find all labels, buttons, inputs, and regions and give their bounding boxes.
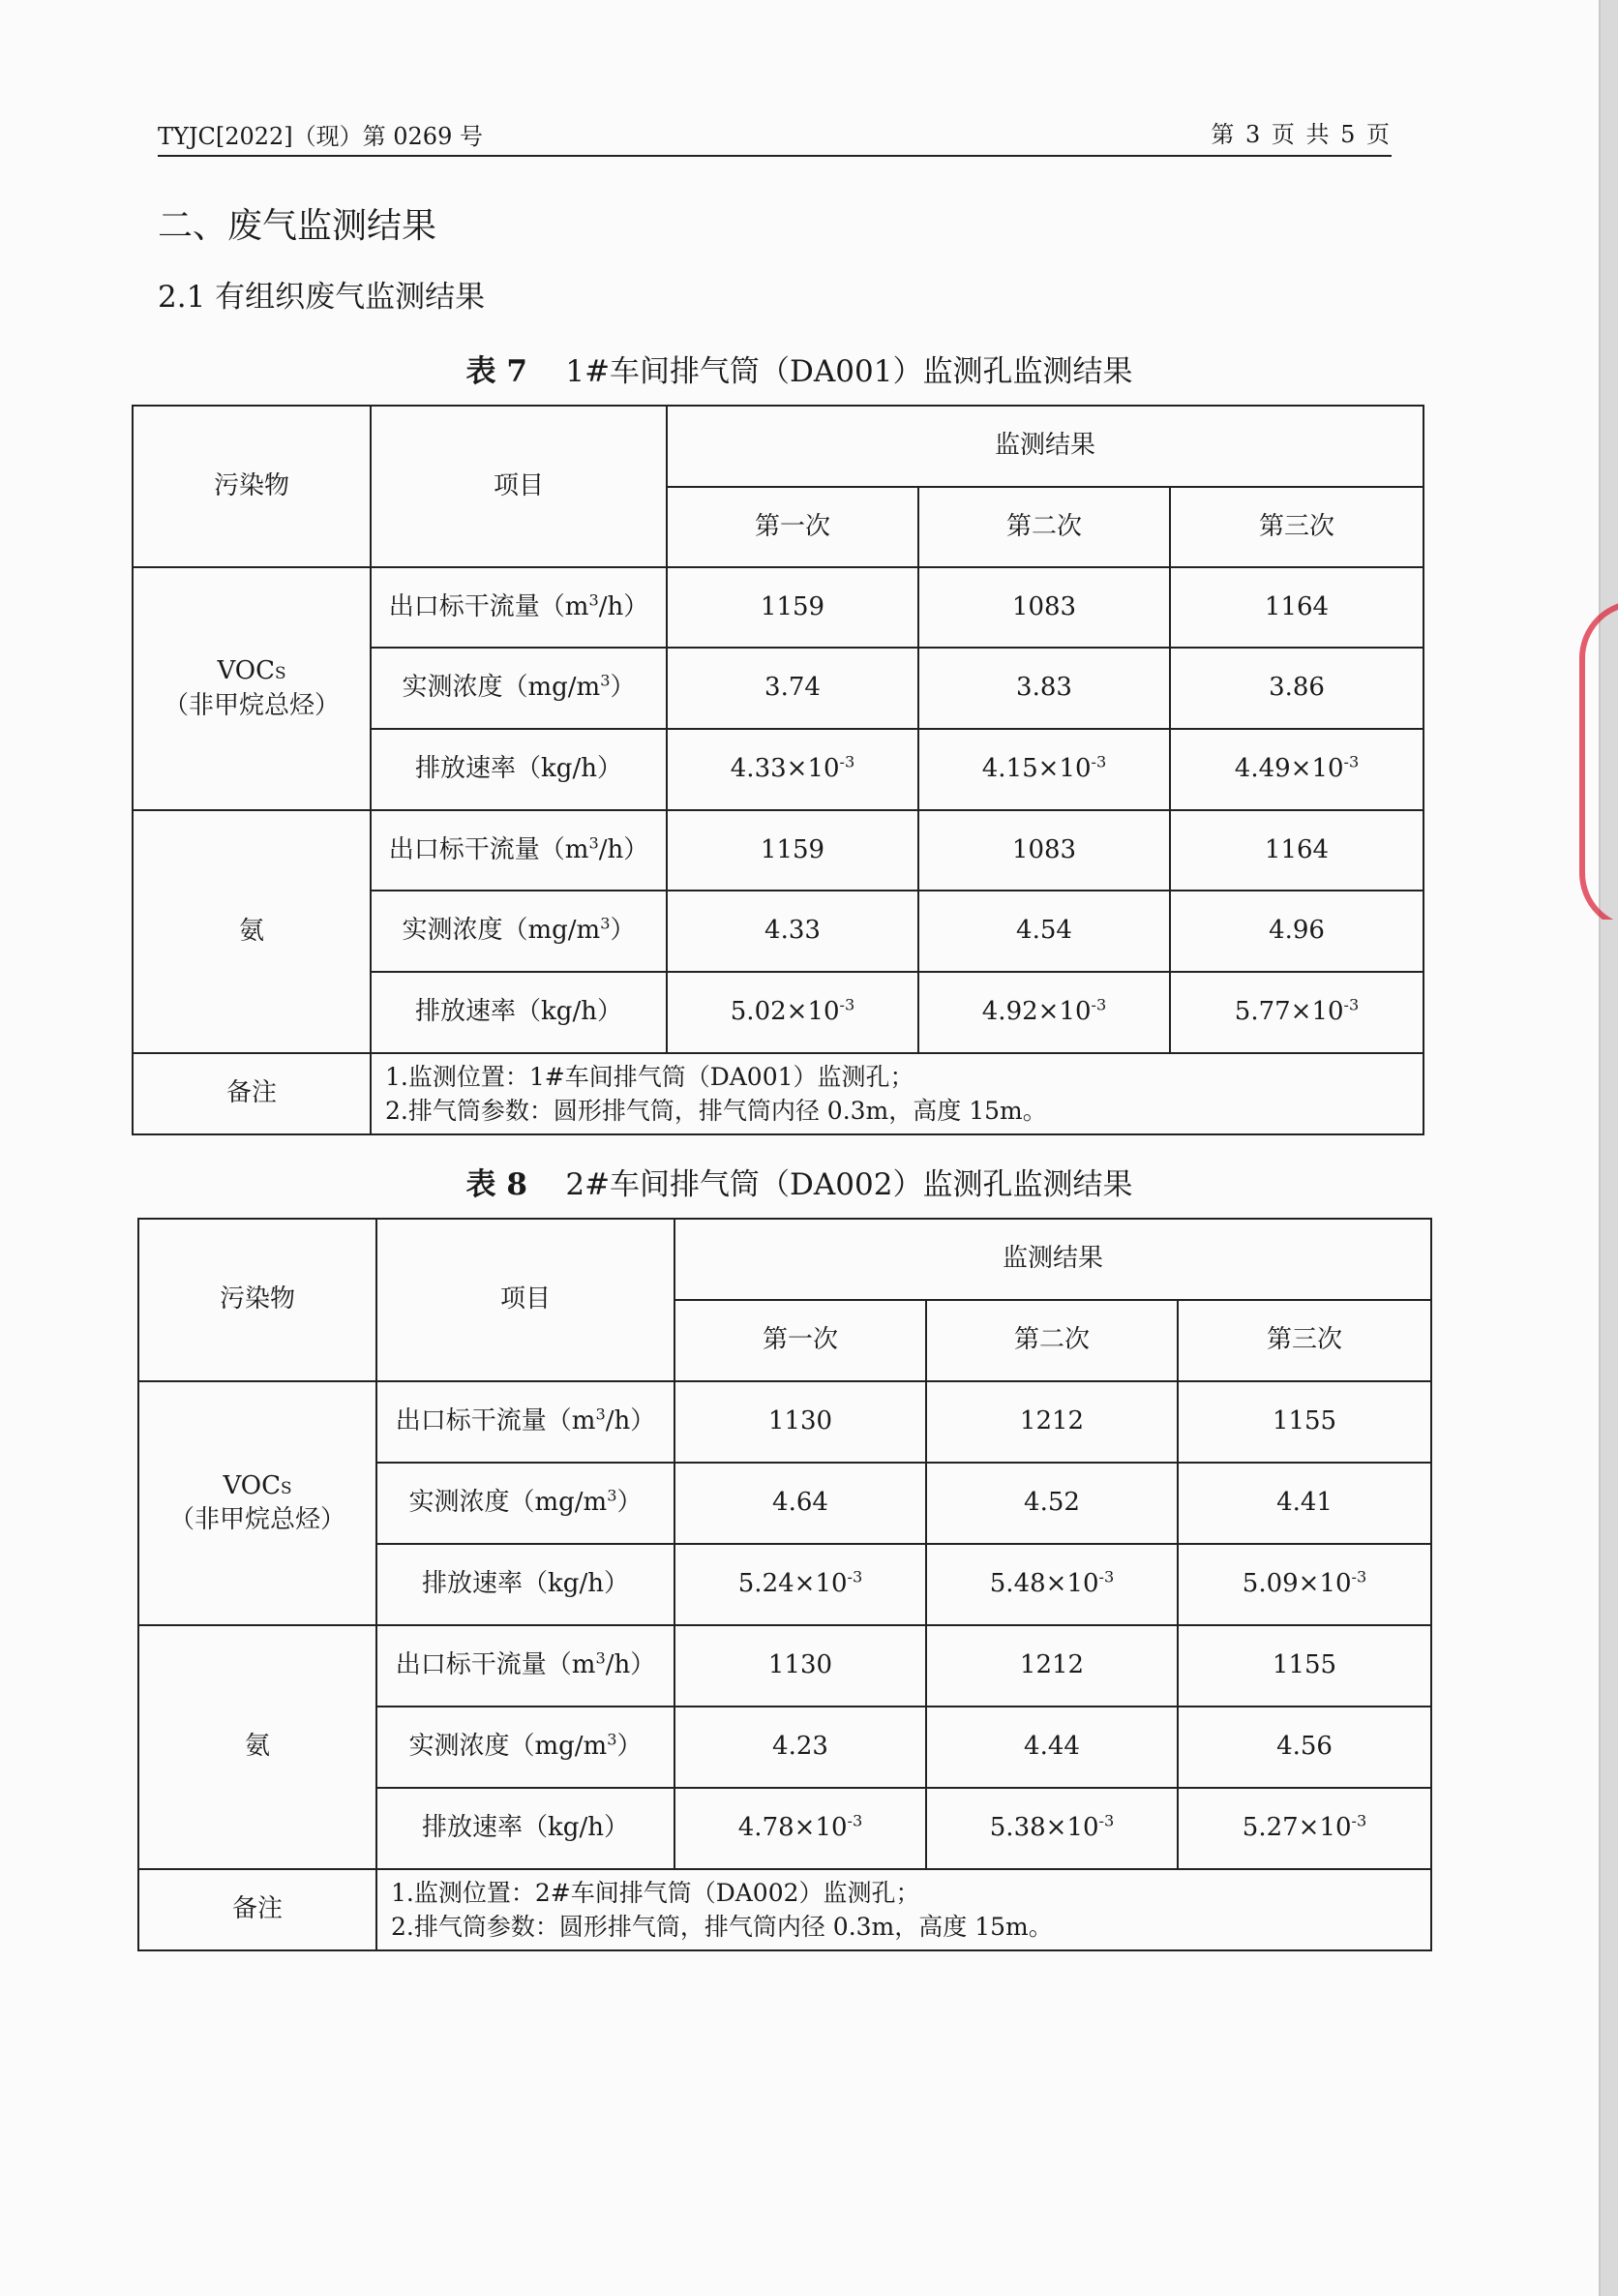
header-pollutant: 污染物 (138, 1219, 376, 1381)
pollutant-subscript: S (280, 1477, 292, 1497)
table-8 (137, 1218, 1432, 1951)
table-7-title: 1#车间排气筒（DA001）监测孔监测结果 (565, 354, 1133, 389)
section-title: 二、废气监测结果 (158, 206, 437, 246)
value-cell: 1159 (667, 810, 918, 891)
value-cell: $4.49\times 10^{-3}$ (1170, 729, 1423, 810)
item-cell: 出口标干流量$(m^3/h)$ (376, 1625, 674, 1707)
pollutant-cell (138, 1625, 376, 1869)
value-cell: 1083 (918, 810, 1170, 891)
value-cell: 4.96 (1170, 891, 1423, 972)
value-cell: 4.44 (926, 1707, 1178, 1788)
header-run1: 第一次 (674, 1300, 926, 1381)
value-cell: 4.41 (1178, 1463, 1431, 1544)
subsection-title: 2.1 有组织废气监测结果 (158, 280, 486, 315)
value-cell: $4.92\times 10^{-3}$ (918, 972, 1170, 1053)
value-cell: $5.09\times 10^{-3}$ (1178, 1544, 1431, 1625)
value-cell: 4.64 (674, 1463, 926, 1544)
note-line: 1.监测位置：1#车间排气筒（DA001）监测孔； (385, 1063, 914, 1091)
header-item: 项目 (376, 1219, 674, 1381)
header-pollutant: 污染物 (133, 406, 371, 567)
value-cell: 4.54 (918, 891, 1170, 972)
red-seal-stamp (1579, 600, 1618, 920)
table-8-title: 2#车间排气筒（DA002）监测孔监测结果 (565, 1167, 1133, 1202)
item-cell: 实测浓度$(mg/m^3)$ (371, 648, 667, 729)
pollutant-name: 氨 (244, 1732, 270, 1762)
value-cell: $4.15\times 10^{-3}$ (918, 729, 1170, 810)
item-cell: 排放速率（kg/h） (376, 1544, 674, 1625)
header-run1: 第一次 (667, 487, 918, 567)
value-cell: 1130 (674, 1381, 926, 1463)
value-cell: 4.56 (1178, 1707, 1431, 1788)
value-cell: 3.86 (1170, 648, 1423, 729)
pollutant-subscript: S (274, 663, 286, 683)
value-cell: 1083 (918, 567, 1170, 648)
item-cell: 实测浓度$(mg/m^3)$ (376, 1707, 674, 1788)
value-cell: 1130 (674, 1625, 926, 1707)
note-label: 备注 (133, 1053, 371, 1134)
value-cell: $5.27\times 10^{-3}$ (1178, 1788, 1431, 1869)
value-cell: 1155 (1178, 1381, 1431, 1463)
item-cell: 出口标干流量$(m^3/h)$ (376, 1381, 674, 1463)
value-cell: 4.33 (667, 891, 918, 972)
header-run2: 第二次 (918, 487, 1170, 567)
note-line: 2.排气筒参数：圆形排气筒，排气筒内径 0.3m，高度 15m。 (385, 1097, 1047, 1125)
value-cell: 3.74 (667, 648, 918, 729)
value-cell: $5.48\times 10^{-3}$ (926, 1544, 1178, 1625)
item-cell: 实测浓度$(mg/m^3)$ (376, 1463, 674, 1544)
value-cell: $5.24\times 10^{-3}$ (674, 1544, 926, 1625)
table-7-number: 表 7 (465, 354, 527, 389)
value-cell: $4.78\times 10^{-3}$ (674, 1788, 926, 1869)
pollutant-cell (133, 810, 371, 1053)
pollutant-extra: （非甲烷总烃） (168, 1505, 345, 1534)
header-run2: 第二次 (926, 1300, 1178, 1381)
note-cell (371, 1053, 1423, 1134)
table-8-number: 表 8 (465, 1167, 527, 1202)
table-row (138, 1625, 1431, 1707)
value-cell: 4.52 (926, 1463, 1178, 1544)
item-cell: 实测浓度$(mg/m^3)$ (371, 891, 667, 972)
note-line: 1.监测位置：2#车间排气筒（DA002）监测孔； (391, 1879, 920, 1907)
header-run3: 第三次 (1178, 1300, 1431, 1381)
page-header (158, 120, 1392, 157)
note-line: 2.排气筒参数：圆形排气筒，排气筒内径 0.3m，高度 15m。 (391, 1913, 1053, 1941)
note-label: 备注 (138, 1869, 376, 1950)
value-cell: 1212 (926, 1381, 1178, 1463)
table-note-row (138, 1869, 1431, 1950)
header-results: 监测结果 (667, 406, 1423, 487)
table-note-row (133, 1053, 1423, 1134)
report-number: TYJC[2022]（现）第 0269 号 (158, 123, 483, 150)
pollutant-cell (138, 1381, 376, 1625)
value-cell: 1159 (667, 567, 918, 648)
value-cell: $4.33\times 10^{-3}$ (667, 729, 918, 810)
table-row (133, 567, 1423, 648)
table-7-caption (0, 347, 1599, 390)
value-cell: $5.02\times 10^{-3}$ (667, 972, 918, 1053)
table-row (133, 810, 1423, 891)
item-cell: 出口标干流量$(m^3/h)$ (371, 567, 667, 648)
value-cell: 1155 (1178, 1625, 1431, 1707)
value-cell: 1164 (1170, 810, 1423, 891)
note-cell (376, 1869, 1431, 1950)
value-cell: $5.77\times 10^{-3}$ (1170, 972, 1423, 1053)
pollutant-extra: （非甲烷总烃） (163, 690, 340, 720)
table-row (138, 1381, 1431, 1463)
value-cell: $5.38\times 10^{-3}$ (926, 1788, 1178, 1869)
item-cell: 排放速率（kg/h） (376, 1788, 674, 1869)
value-cell: 4.23 (674, 1707, 926, 1788)
item-cell: 出口标干流量$(m^3/h)$ (371, 810, 667, 891)
header-item: 项目 (371, 406, 667, 567)
value-cell: 3.83 (918, 648, 1170, 729)
table-8-caption (0, 1160, 1599, 1203)
pollutant-cell (133, 567, 371, 810)
pollutant-name: VOC (217, 656, 275, 686)
header-results: 监测结果 (674, 1219, 1431, 1300)
pollutant-name: VOC (223, 1470, 281, 1500)
value-cell: 1212 (926, 1625, 1178, 1707)
item-cell: 排放速率（kg/h） (371, 972, 667, 1053)
page-number: 第 3 页 共 5 页 (1211, 121, 1392, 148)
value-cell: 1164 (1170, 567, 1423, 648)
header-run3: 第三次 (1170, 487, 1423, 567)
table-7 (132, 405, 1424, 1135)
item-cell: 排放速率（kg/h） (371, 729, 667, 810)
pollutant-name: 氨 (238, 916, 264, 946)
